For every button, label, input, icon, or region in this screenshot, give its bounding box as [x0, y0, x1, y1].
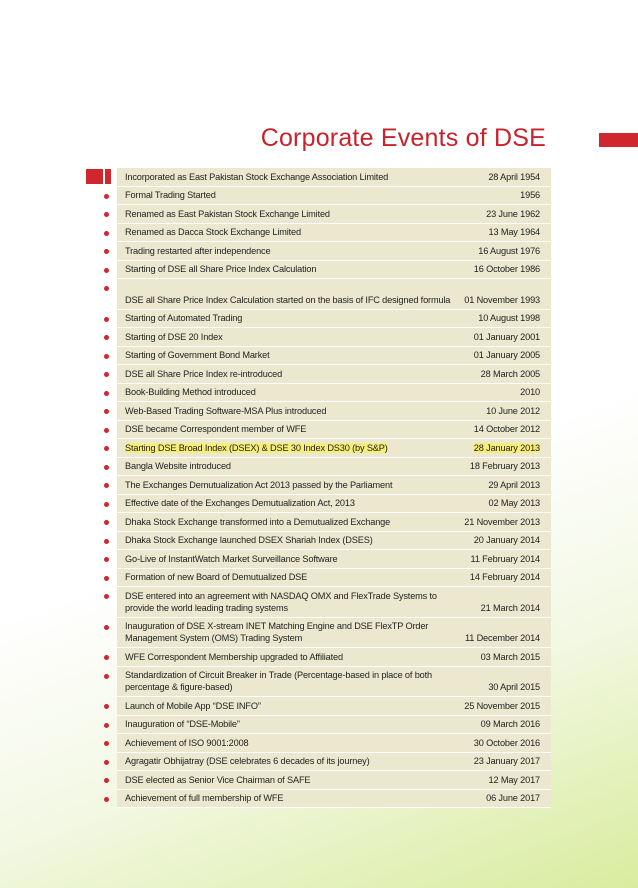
event-date: 02 May 2013 [488, 498, 540, 508]
event-date: 16 August 1976 [478, 245, 540, 256]
event-text: Incorporated as East Pakistan Stock Exchange Association Limited [125, 171, 389, 182]
event-date: 21 March 2014 [480, 602, 540, 613]
bullet-icon [104, 539, 109, 544]
table-row [117, 569, 551, 588]
bullet-icon [104, 354, 109, 359]
table-row [117, 476, 551, 495]
table-row [117, 168, 551, 187]
event-text: Formal Trading Started [125, 190, 216, 200]
event-text: Starting of DSE all Share Price Index Calculation [125, 264, 317, 274]
event-text: Trading restarted after independence [125, 245, 271, 256]
page-edge-tab [599, 133, 638, 147]
bullet-icon [104, 249, 109, 254]
table-row [117, 187, 551, 206]
event-date: 28 January 2013 [473, 442, 540, 453]
bullet-icon [104, 483, 109, 488]
event-text: Dhaka Stock Exchange transformed into a Demutualized Exchange [125, 516, 391, 527]
event-date: 30 October 2016 [473, 737, 540, 748]
table-row [117, 242, 551, 261]
event-text: Web-Based Trading Software-MSA Plus introduced [125, 405, 327, 416]
event-date: 01 January 2005 [473, 350, 540, 360]
event-date: 23 June 1962 [486, 208, 540, 219]
event-date: 21 November 2013 [464, 516, 540, 527]
event-date: 14 October 2012 [473, 424, 540, 434]
table-row [117, 458, 551, 477]
table-row [117, 734, 551, 753]
event-text: Effective date of the Exchanges Demutualization Act, 2013 [125, 498, 355, 508]
bullet-icon [104, 194, 109, 199]
event-text: DSE became Correspondent member of WFE [125, 424, 307, 434]
event-text: Inauguration of “DSE-Mobile” [125, 719, 240, 729]
table-row [117, 697, 551, 716]
event-date: 12 May 2017 [488, 774, 540, 785]
event-date: 03 March 2015 [480, 651, 540, 662]
event-text: DSE elected as Senior Vice Chairman of SAFE [125, 774, 311, 785]
bullet-icon [104, 335, 109, 340]
event-text: Starting of DSE 20 Index [125, 331, 223, 342]
table-row [117, 310, 551, 329]
event-date: 11 December 2014 [464, 633, 540, 643]
bullet-icon [104, 723, 109, 728]
bullet-icon [104, 409, 109, 414]
events-table [117, 168, 551, 808]
bullet-icon [104, 655, 109, 660]
table-row [117, 618, 551, 649]
table-row [117, 279, 551, 310]
table-row [117, 771, 551, 790]
bullet-icon [104, 520, 109, 525]
bullet-icon [104, 286, 109, 291]
bullet-icon [104, 231, 109, 236]
page-title: Corporate Events of DSE [260, 124, 546, 152]
event-text: Agragatir Obhijatray (DSE celebrates 6 decades of its journey) [125, 756, 370, 766]
bullet-icon [104, 465, 109, 470]
event-text: Starting of Automated Trading [125, 313, 243, 323]
event-date: 10 August 1998 [478, 313, 540, 323]
bullet-icon [104, 674, 109, 679]
table-row [117, 384, 551, 403]
table-row [117, 224, 551, 243]
event-date: 28 March 2005 [480, 368, 540, 379]
bullet-icon [104, 778, 109, 783]
table-row [117, 550, 551, 569]
table-row [117, 347, 551, 366]
table-row [117, 532, 551, 551]
event-text: Starting of Government Bond Market [125, 350, 270, 360]
table-row [117, 421, 551, 440]
event-text: Dhaka Stock Exchange launched DSEX Shariah Index (DSES) [125, 535, 373, 545]
event-date: 06 June 2017 [486, 793, 540, 803]
event-text: Bangla Website introduced [125, 461, 231, 471]
bullet-icon [104, 212, 109, 217]
event-text: Formation of new Board of Demutualized DSE [125, 572, 308, 582]
event-text: Inauguration of DSE X-stream INET Matching Engine and DSE FlexTP Order Management System (OMS) Trading System [125, 621, 429, 643]
bullet-icon [104, 576, 109, 581]
bullet-icon [104, 446, 109, 451]
event-date: 30 April 2015 [488, 682, 540, 692]
event-text: Starting DSE Broad Index (DSEX) & DSE 30 Index DS30 (by S&P) [125, 442, 388, 453]
bullet-icon [104, 268, 109, 273]
event-text: DSE all Share Price Index Calculation started on the basis of IFC designed formula [125, 294, 451, 305]
event-text: DSE all Share Price Index re-introduced [125, 368, 283, 379]
table-row [117, 753, 551, 772]
bullet-icon [104, 741, 109, 746]
table-row [117, 495, 551, 514]
event-date: 10 June 2012 [486, 405, 540, 416]
bullet-icon [104, 428, 109, 433]
event-date: 16 October 1986 [473, 264, 540, 274]
bullet-icon [104, 797, 109, 802]
event-date: 1956 [520, 190, 540, 200]
table-row [117, 587, 551, 618]
table-row [117, 365, 551, 384]
bullet-icon [104, 391, 109, 396]
bullet-icon [104, 625, 109, 630]
event-date: 20 January 2014 [473, 535, 540, 545]
event-date: 01 November 1993 [464, 294, 540, 305]
event-text: Achievement of ISO 9001:2008 [125, 737, 249, 748]
table-row [117, 439, 551, 458]
event-text: Go-Live of InstantWatch Market Surveillance Software [125, 553, 338, 564]
event-text: Standardization of Circuit Breaker in Trade (Percentage-based in place of both percentage & figure-based) [125, 670, 432, 692]
event-text: DSE entered into an agreement with NASDAQ OMX and FlexTrade Systems to provide the world leading trading systems [125, 590, 437, 613]
event-date: 2010 [520, 387, 540, 397]
event-text: Renamed as Dacca Stock Exchange Limited [125, 227, 301, 237]
table-row [117, 716, 551, 735]
event-text: WFE Correspondent Membership upgraded to Affiliated [125, 651, 343, 662]
bullet-icon [104, 317, 109, 322]
table-row [117, 667, 551, 698]
event-text: Launch of Mobile App “DSE INFO” [125, 700, 261, 711]
event-date: 11 February 2014 [470, 553, 540, 564]
section-marker [86, 169, 111, 184]
table-row [117, 402, 551, 421]
event-text: Book-Building Method introduced [125, 387, 256, 397]
event-date: 25 November 2015 [464, 700, 540, 711]
bullet-icon [104, 704, 109, 709]
table-row [117, 261, 551, 280]
event-date: 01 January 2001 [473, 331, 540, 342]
table-row [117, 513, 551, 532]
event-text: Renamed as East Pakistan Stock Exchange Limited [125, 208, 330, 219]
bullet-icon [104, 557, 109, 562]
event-date: 13 May 1964 [488, 227, 540, 237]
bullet-icon [104, 502, 109, 507]
table-row [117, 790, 551, 809]
table-row [117, 205, 551, 224]
table-row [117, 648, 551, 667]
event-text: The Exchanges Demutualization Act 2013 passed by the Parliament [125, 479, 393, 490]
event-date: 28 April 1954 [488, 171, 540, 182]
event-date: 29 April 2013 [488, 479, 540, 490]
event-text: Achievement of full membership of WFE [125, 793, 284, 803]
table-row [117, 328, 551, 347]
event-date: 09 March 2016 [480, 719, 540, 729]
bullet-icon [104, 760, 109, 765]
event-date: 18 February 2013 [469, 461, 540, 471]
bullet-icon [104, 594, 109, 599]
bullet-icon [104, 372, 109, 377]
event-date: 23 January 2017 [473, 756, 540, 766]
event-date: 14 February 2014 [469, 572, 540, 582]
